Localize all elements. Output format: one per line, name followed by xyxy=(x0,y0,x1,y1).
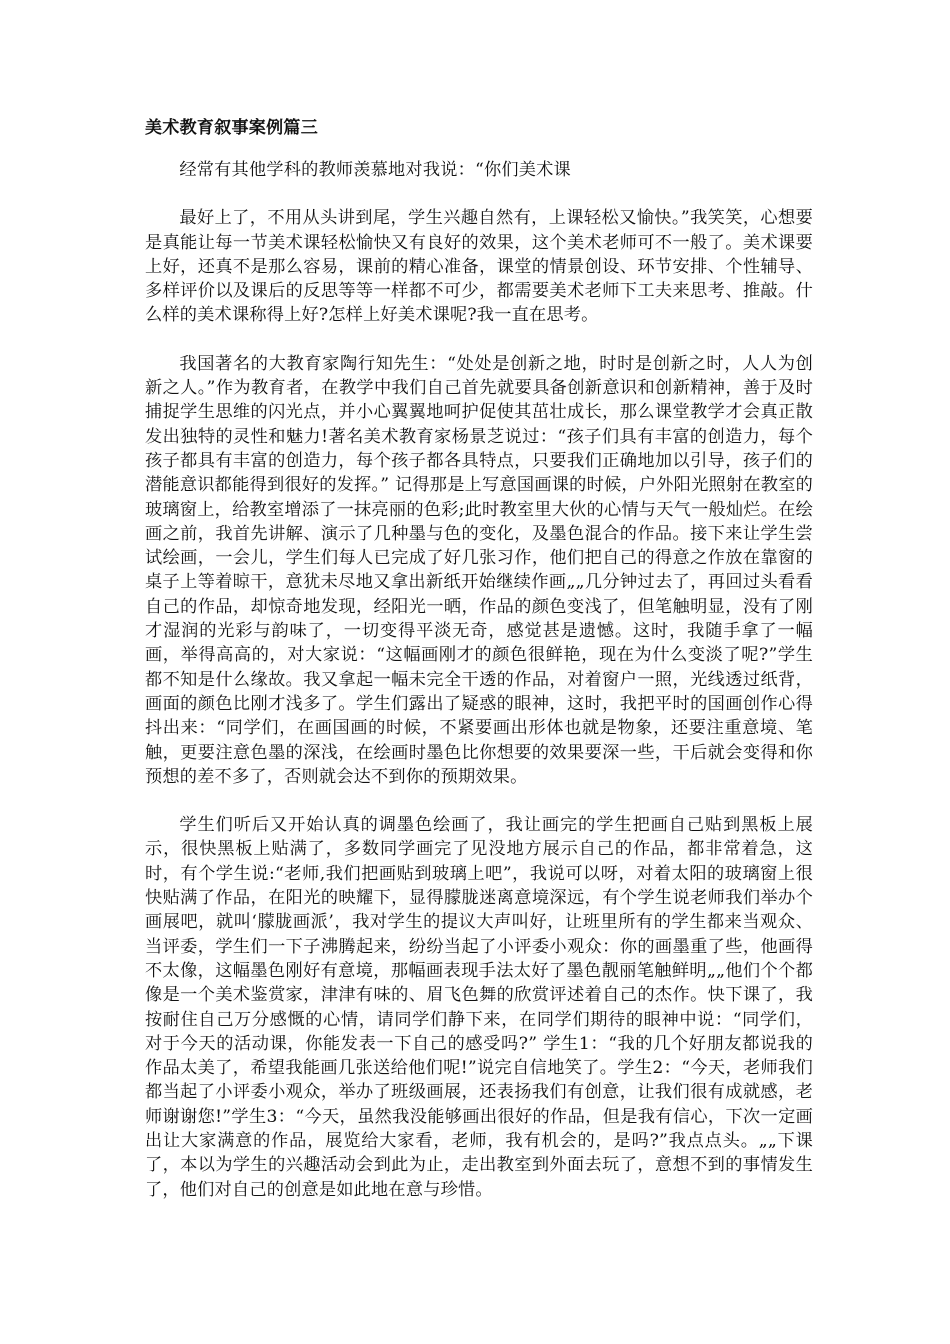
paragraph-1: 经常有其他学科的教师羡慕地对我说：“你们美术课 xyxy=(179,160,571,180)
paragraph-2: 最好上了，不用从头讲到尾，学生兴趣自然有，上课轻松又愉快。”我笑笑，心想要是真能让每一节美术课轻松愉快又有良好的效果，这个美术老师可不一般了。美术课要上好，还真不是那么容易，课前的精心准备，课堂的情景创设、环节安排、个性辅导、多样评价以及课后的反思等等一样都不可少，都需要美术老师下工夫来思考、推敲。什么样的美术课称得上好?怎样上好美术课呢?我一直在思考。 xyxy=(145,208,813,326)
paragraph-3: 我国著名的大教育家陶行知先生：“处处是创新之地，时时是创新之时，人人为创新之人。”作为教育者，在教学中我们自己首先就要具备创新意识和创新精神，善于及时捕捉学生思维的闪光点，并小心翼翼地呵护促使其茁壮成长，那么课堂教学才会真正散发出独特的灵性和魅力!著名美术教育家杨景芝说过：“孩子们具有丰富的创造力，每个孩子都具有丰富的创造力，每个孩子都各具特点，只要我们正确地加以引导，孩子们的潜能意识都能得到很好的发挥。” 记得那是上写意国画课的时候，户外阳光照射在教室的玻璃窗上，给教室增添了一抹亮丽的色彩;此时教室里大伙的心情与天气一般灿烂。在绘画之前，我首先讲解、演示了几种墨与色的变化，及墨色混合的作品。接下来让学生尝试绘画，一会儿，学生们每人已完成了好几张习作，他们把自己的得意之作放在靠窗的桌子上等着晾干，意犹未尽地又拿出新纸开始继续作画„„几分钟过去了，再回过头看看自己的作品，却惊奇地发现，经阳光一晒，作品的颜色变浅了，但笔触明显，没有了刚才湿润的光彩与韵味了，一切变得平淡无奇，感觉甚是遗憾。这时，我随手拿了一幅画，举得高高的，对大家说：“这幅画刚才的颜色很鲜艳，现在为什么变淡了呢?”学生都不知是什么缘故。我又拿起一幅未完全干透的作品，对着窗户一照，光线透过纸背，画面的颜色比刚才浅多了。学生们露出了疑惑的眼神，这时，我把平时的国画创作心得抖出来：“同学们，在画国画的时候，不紧要画出形体也就是物象，还要注重意境、笔触，更要注意色墨的深浅，在绘画时墨色比你想要的效果要深一些，干后就会变得和你预想的差不多了，否则就会达不到你的预期效果。 xyxy=(145,353,813,787)
document-page xyxy=(145,114,813,1226)
document-title: 美术教育叙事案例篇三 xyxy=(145,118,318,138)
paragraph-4: 学生们听后又开始认真的调墨色绘画了，我让画完的学生把画自己贴到黑板上展示，很快黑板上贴满了，多数同学画完了见没地方展示自己的作品，都非常着急，这时，有个学生说:“老师,我们把画贴到玻璃上吧”，我说可以呀，对着太阳的玻璃窗上很快贴满了作品，在阳光的映耀下，显得朦胧迷离意境深远，有个学生说老师我们举办个画展吧，就叫‘朦胧画派’，我对学生的提议大声叫好，让班里所有的学生都来当观众、当评委，学生们一下子沸腾起来，纷纷当起了小评委小观众：你的画墨重了些，他画得不太像，这幅墨色刚好有意境，那幅画表现手法太好了墨色靓丽笔触鲜明„„他们个个都像是一个美术鉴赏家，津津有味的、眉飞色舞的欣赏评述着自己的杰作。快下课了，我按耐住自己万分感慨的心情，请同学们静下来，在同学们期待的眼神中说：“同学们，对于今天的活动课，你能发表一下自己的感受吗?” 学生1：“我的几个好朋友都说我的作品太美了，希望我能画几张送给他们呢!”说完自信地笑了。学生2：“今天，老师我们都当起了小评委小观众，举办了班级画展，还表扬我们有创意，让我们很有成就感，老师谢谢您!”学生3：“今天，虽然我没能够画出很好的作品，但是我有信心，下次一定画出让大家满意的作品，展览给大家看，老师，我有机会的，是吗?”我点点头。„„下课了，本以为学生的兴趣活动会到此为止，走出教室到外面去玩了，意想不到的事情发生了，他们对自己的创意是如此地在意与珍惜。 xyxy=(145,815,813,1200)
